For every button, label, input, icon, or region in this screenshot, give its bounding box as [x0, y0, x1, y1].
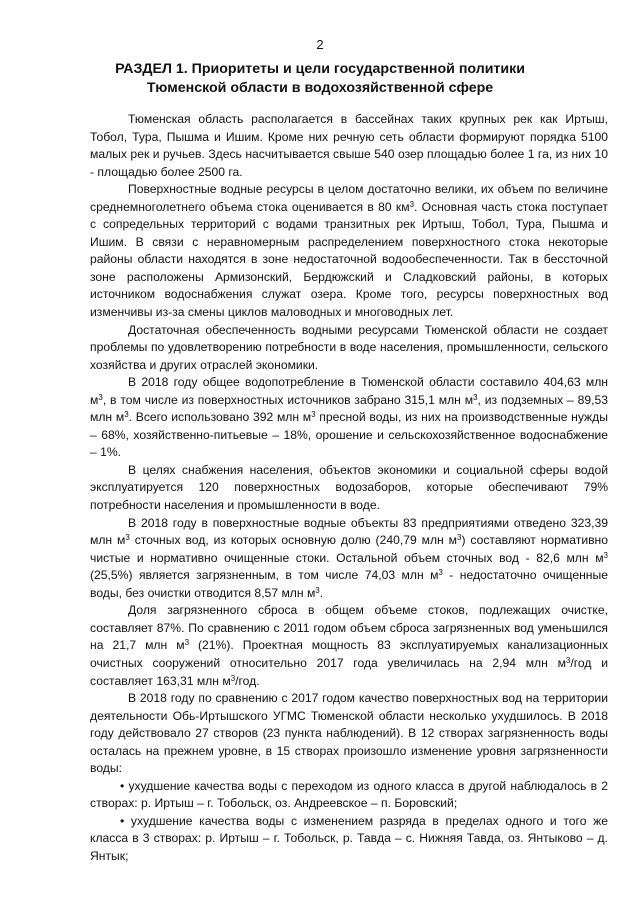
section-title-line-1: РАЗДЕЛ 1. Приоритеты и цели государственной политики — [115, 61, 525, 77]
bullet-item-class-change: • ухудшение качества воды с переходом из одного класса в другой наблюдалось в 2 створах: р. Иртыш – г. Тобольск, оз. Андреевское – п. Боровский; — [90, 778, 608, 811]
document-body — [90, 111, 608, 866]
paragraph-water-supply-sufficiency: Достаточная обеспеченность водными ресурсами Тюменской области не создает проблемы по удовлетворению потребности в воде населения, промышленности, сельского хозяйства и других отраслей экономики. — [90, 322, 608, 372]
section-title-line-2: Тюменской области в водохозяйственной сфере — [146, 80, 494, 96]
paragraph-water-intakes: В целях снабжения населения, объектов экономики и социальной сферы водой эксплуатируется 120 поверхностных водозаборов, которые обеспечивают 79% потребности населения и промышленности в воде. — [90, 462, 608, 513]
paragraph-polluted-discharge: Доля загрязненного сброса в общем объеме стоков, подлежащих очистке, составляет 87%. По сравнению с 2011 годом объем сброса загрязненных вод уменьшился на 21,7 млн $м^3$ (21%). Проектная мощность 83 эксплуатируемых канализационных очистных сооружений относительно 2017 года увеличилась на 2,94 млн $м^3$/год и составляет 163,31 млн $м^3$/год. — [90, 603, 609, 688]
paragraph-rivers: Тюменская область располагается в бассейнах таких крупных рек как Иртыш, Тобол, Тура, Пышма и Ишим. Кроме них речную сеть области формируют порядка 5100 малых рек и ручьев. Здесь насчитывается свыше 540 озер площадью более 1 га, из них 10 - площадью более 2500 га. — [90, 112, 608, 179]
paragraph-water-consumption-2018: В 2018 году общее водопотребление в Тюменской области составило 404,63 млн $м^3$, в том числе из поверхностных источников забрано 315,1 млн $м^3$, из подземных – 89,53 млн $м^3$. Всего использовано 392 млн $м^3$ пресной воды, из них на производственные нужды – 68%, хозяйственно-питьевые – 18%, орошение и сельскохозяйственное водоснабжение – 1%. — [90, 375, 608, 460]
bullet-item-category-change: • ухудшение качества воды с изменением разряда в пределах одного и того же класса в 3 створах: р. Иртыш – г. Тобольск, р. Тавда – с. Нижняя Тавда, оз. Янтыково – д. Янтык; — [90, 813, 608, 863]
paragraph-surface-resources: Поверхностные водные ресурсы в целом достаточно велики, их объем по величине среднемноголетнего объема стока оценивается в 80 $км^3$. Основная часть стока поступает с сопредельных территорий с водами транзитных рек Иртыш, Тобол, Тура, Пышма и Ишим. В связи с неравномерным распределением поверхностного стока некоторые районы области находятся в зоне недостаточной водообеспеченности. Так в бессточной зоне расположены Армизонский, Бердюжский и Сладковский районы, в которых источником водоснабжения служат озера. Кроме того, ресурсы поверхностных вод изменчивы из-за смены циклов маловодных и многоводных лет. — [90, 182, 608, 320]
section-title — [90, 60, 550, 98]
page-number: 2 — [316, 37, 324, 52]
paragraph-wastewater-2018: В 2018 году в поверхностные водные объекты 83 предприятиями отведено 323,39 млн $м^3$ сточных вод, из которых основную долю (240,79 млн $м^3$) составляют нормативно чистые и нормативно очищенные стоки. Остальной объем сточных вод - 82,6 млн $м^3$ (25,5%) является загрязненным, в том числе 74,03 млн $м^3$ - недостаточно очищенные воды, без очистки отводится 8,57 млн $м^3$. — [90, 515, 609, 600]
paragraph-water-quality-2018: В 2018 году по сравнению с 2017 годом качество поверхностных вод на территории деятельности Обь-Иртышского УГМС Тюменской области несколько ухудшилось. В 2018 году действовало 27 створов (23 пункта наблюдений). В 12 створах загрязненность воды осталась на прежнем уровне, в 15 створах произошло изменение уровня загрязненности воды: — [90, 691, 608, 776]
